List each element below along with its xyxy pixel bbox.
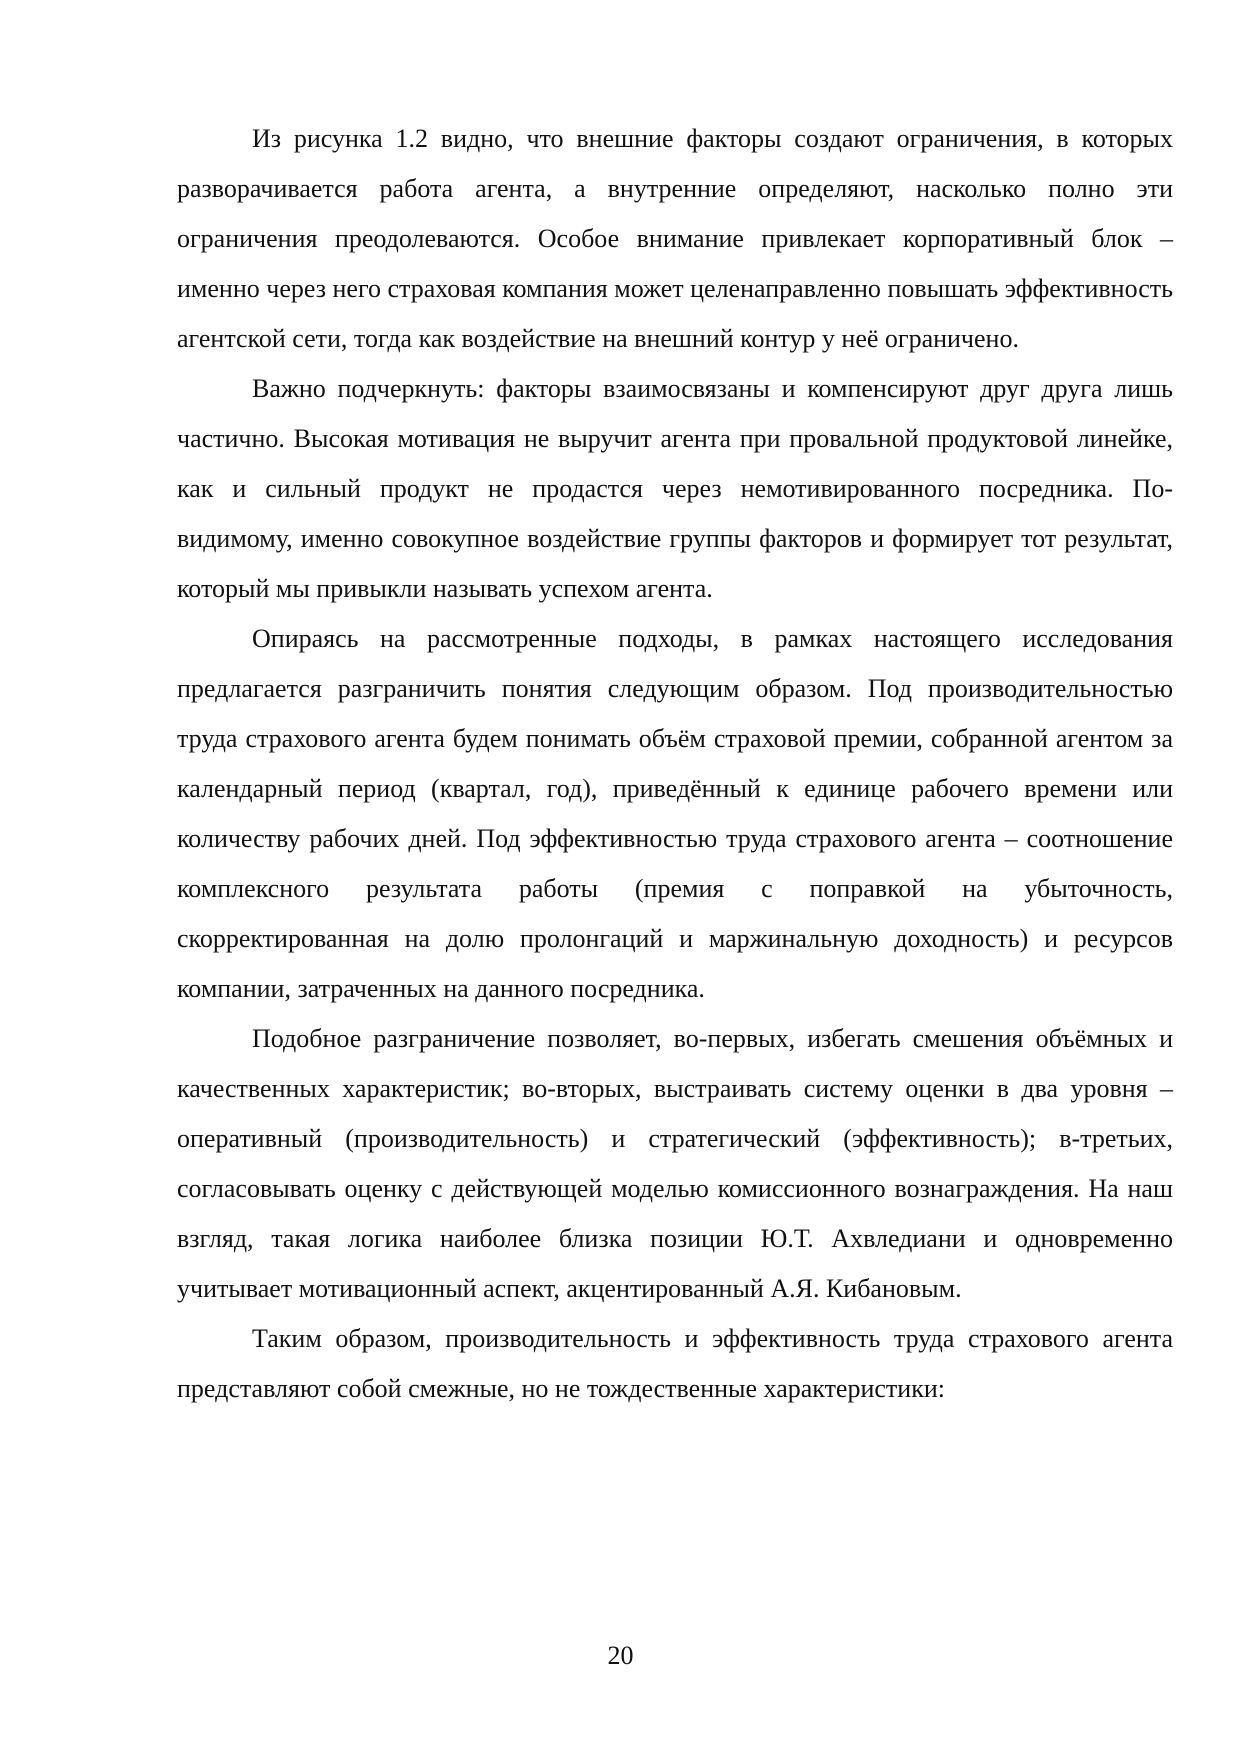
page-number: 20: [607, 1641, 634, 1670]
document-body: [177, 114, 1173, 1414]
paragraph: Подобное разграничение позволяет, во-первых, избегать смешения объёмных и качественных характеристик; во-вторых, выстраивать систему оценки в два уровня – оперативный (производительность) и стратегический (эффективность); в-третьих, согласовывать оценку с действующей моделью комиссионного вознаграждения. На наш взгляд, такая логика наиболее близка позиции Ю.Т. Ахвледиани и одновременно учитывает мотивационный аспект, акцентированный А.Я. Кибановым.: [177, 1024, 1173, 1303]
paragraph: Опираясь на рассмотренные подходы, в рамках настоящего исследования предлагается разграничить понятия следующим образом. Под производительностью труда страхового агента будем понимать объём страховой премии, собранной агентом за календарный период (квартал, год), приведённый к единице рабочего времени или количеству рабочих дней. Под эффективностью труда страхового агента – соотношение комплексного результата работы (премия с поправкой на убыточность, скорректированная на долю пролонгаций и маржинальную доходность) и ресурсов компании, затраченных на данного посредника.: [177, 624, 1173, 1003]
paragraph: Важно подчеркнуть: факторы взаимосвязаны и компенсируют друг друга лишь частично. Высокая мотивация не выручит агента при провальной продуктовой линейке, как и сильный продукт не продастся через немотивированного посредника. По-видимому, именно совокупное воздействие группы факторов и формирует тот результат, который мы привыкли называть успехом агента.: [177, 374, 1173, 603]
paragraph: Из рисунка 1.2 видно, что внешние факторы создают ограничения, в которых разворачивается работа агента, а внутренние определяют, насколько полно эти ограничения преодолеваются. Особое внимание привлекает корпоративный блок – именно через него страховая компания может целенаправленно повышать эффективность агентской сети, тогда как воздействие на внешний контур у неё ограничено.: [177, 124, 1173, 353]
paragraph: Таким образом, производительность и эффективность труда страхового агента представляют собой смежные, но не тождественные характеристики:: [177, 1324, 1173, 1403]
